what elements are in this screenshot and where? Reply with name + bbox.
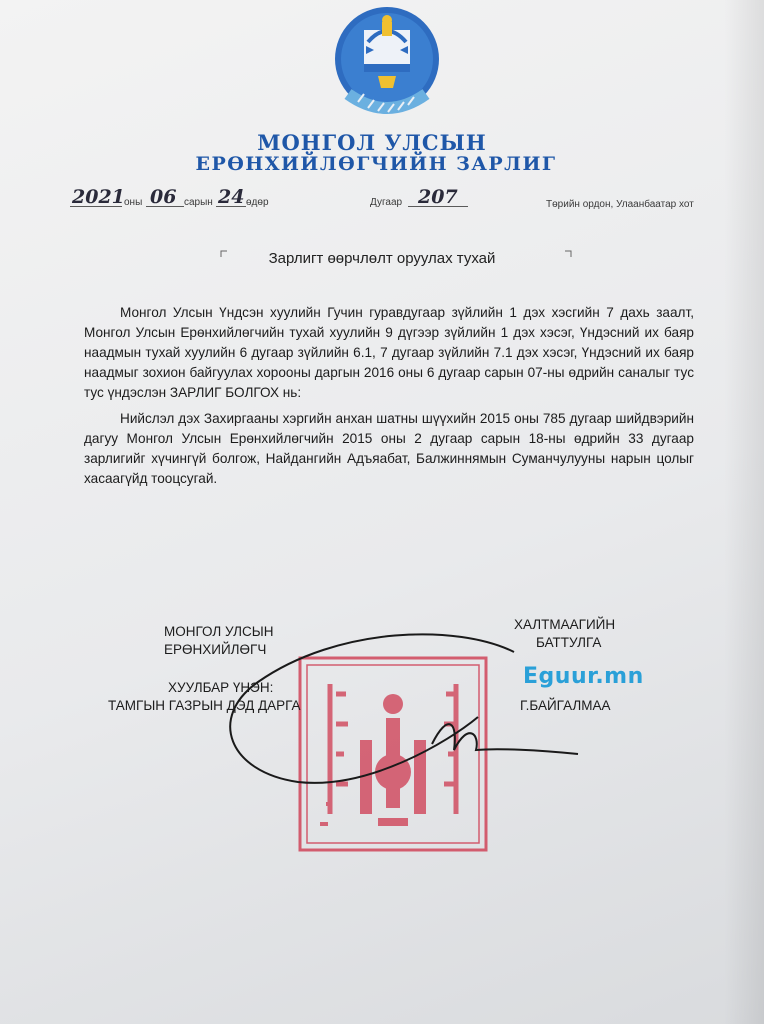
certifier-name: Г.БАЙГАЛМАА (520, 698, 611, 713)
signatory-title (164, 623, 273, 659)
signatory-name-line-2: БАТТУЛГА (536, 635, 602, 650)
date-month: 06 (150, 186, 177, 208)
certified-copy-line-1: ХУУЛБАР ҮНЭН: (168, 680, 274, 695)
decree-number: 207 (418, 186, 458, 208)
year-suffix: оны (124, 197, 143, 208)
site-watermark: Eguur.mn (523, 664, 644, 689)
day-suffix: өдөр (246, 197, 269, 208)
certified-copy-block (108, 679, 301, 715)
date-day: 24 (218, 186, 245, 208)
place-of-issue: Төрийн ордон, Улаанбаатар хот (546, 199, 694, 210)
date-year: 2021 (72, 186, 125, 208)
header-line-2: ЕРӨНХИЙЛӨГЧИЙН ЗАРЛИГ (195, 153, 557, 175)
state-emblem-icon (328, 2, 446, 124)
signatory-title-line-1: МОНГОЛ УЛСЫН (164, 624, 274, 639)
body-paragraph-2 (84, 409, 694, 489)
decree-title: Зарлигт өөрчлөлт оруулах тухай (268, 250, 496, 267)
body-paragraph-1 (84, 303, 694, 403)
header-line-1: МОНГОЛ УЛСЫН (257, 130, 487, 155)
signatory-title-line-2: ЕРӨНХИЙЛӨГЧ (164, 642, 267, 657)
paragraph-1-text: Монгол Улсын Үндсэн хуулийн Гучин гуравдугаар зүйлийн 1 дэх хэсгийн 7 дахь заалт, Монгол Улсын Ерөнхийлөгчийн тухай хуулийн 9 дүгээр зүйлийн 1 дэх хэсэг, Үндэсний их баяр наадмын тухай хуулийн 6 дугаар зүйлийн 6.1, 7 дугаар зүйлийн 7.1 дэх хэсэг, Үндэсний их баяр наадмыг зохион байгуулах хорооны даргын 2016 оны 6 дугаар сарын 07-ны өдрийн саналыг тус тус үндэслэн ЗАРЛИГ БОЛГОХ нь: (84, 305, 694, 400)
number-label: Дугаар (370, 197, 403, 208)
certified-copy-line-2: ТАМГЫН ГАЗРЫН ДЭД ДАРГА (108, 698, 301, 713)
signatory-name (514, 616, 615, 652)
paragraph-2-text: Нийслэл дэх Захиргааны хэргийн анхан шатны шүүхийн 2015 оны 785 дугаар шийдвэрийн дагуу Монгол Улсын Ерөнхийлөгчийн 2015 оны 2 дугаар сарын 18-ны өдрийн 33 дугаар зарлигийг хүчингүй болгож, Найдангийн Адъяабат, Балжиннямын Суманчулууны нарын цолыг хасаагүйд тооцсугай. (84, 411, 694, 486)
month-suffix: сарын (184, 197, 213, 208)
signatory-name-line-1: ХАЛТМААГИЙН (514, 617, 616, 632)
